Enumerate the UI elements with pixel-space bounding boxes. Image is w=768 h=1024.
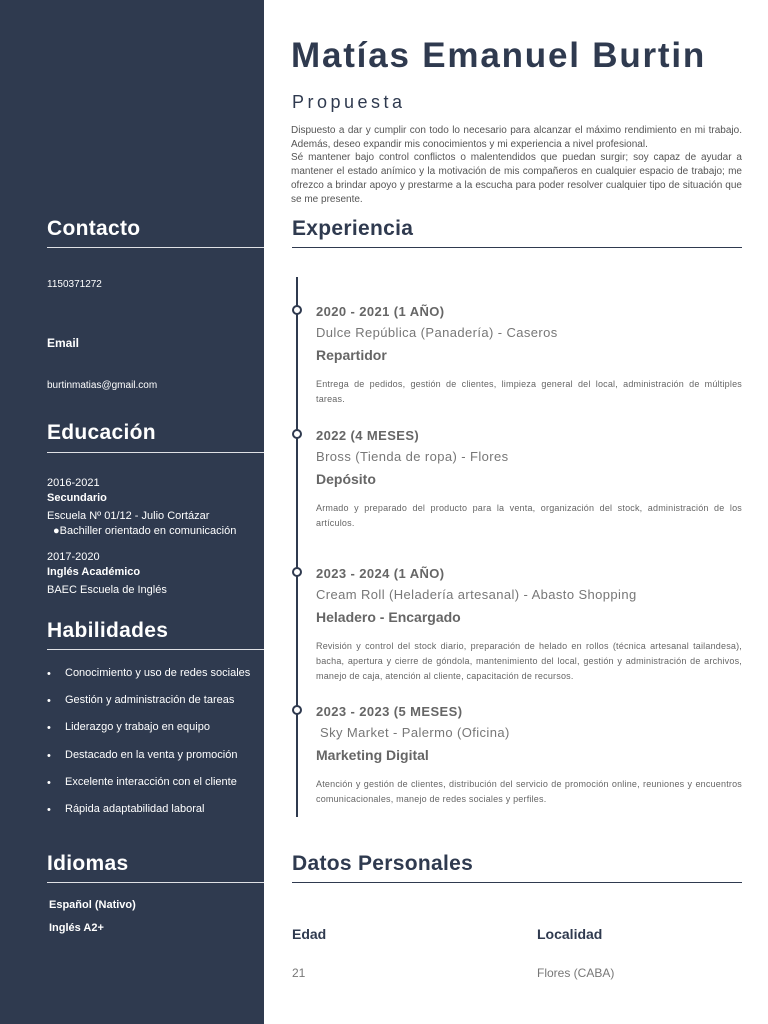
age-label: Edad bbox=[292, 926, 327, 942]
languages-heading: Idiomas bbox=[47, 852, 129, 875]
experience-date: 2023 - 2024 (1 AÑO) bbox=[316, 566, 445, 581]
experience-date: 2022 (4 MESES) bbox=[316, 428, 420, 443]
skill-item: • Excelente interacción con el cliente bbox=[47, 775, 237, 789]
location-label: Localidad bbox=[537, 926, 603, 942]
experience-role: Marketing Digital bbox=[316, 747, 429, 763]
languages-divider bbox=[47, 882, 264, 883]
education-heading: Educación bbox=[47, 421, 156, 444]
skills-heading: Habilidades bbox=[47, 619, 169, 642]
education-item bbox=[47, 476, 236, 540]
skill-item: • Rápida adaptabilidad laboral bbox=[47, 802, 205, 816]
skills-list bbox=[47, 667, 250, 830]
education-years: 2016-2021 bbox=[47, 477, 100, 489]
education-school: Escuela Nº 01/12 - Julio Cortázar bbox=[47, 509, 210, 522]
timeline-line bbox=[296, 277, 298, 817]
experience-description: Armado y preparado del producto para la venta, organización del stock, administración de los artículos. bbox=[316, 503, 742, 528]
contact-heading: Contacto bbox=[47, 217, 141, 240]
age-value: 21 bbox=[292, 966, 306, 980]
sidebar bbox=[0, 0, 264, 1024]
contact-phone: 1150371272 bbox=[47, 279, 102, 290]
education-years: 2017-2020 bbox=[47, 551, 100, 563]
page-title: Matías Emanuel Burtin bbox=[291, 36, 707, 75]
experience-role: Repartidor bbox=[316, 347, 387, 363]
personal-heading: Datos Personales bbox=[292, 852, 474, 875]
experience-item bbox=[316, 304, 742, 407]
experience-company: Dulce República (Panadería) - Caseros bbox=[316, 325, 558, 340]
experience-date: 2020 - 2021 (1 AÑO) bbox=[316, 304, 445, 319]
experience-company: Cream Roll (Heladería artesanal) - Abasto Shopping bbox=[316, 587, 637, 602]
location-value: Flores (CABA) bbox=[537, 966, 615, 980]
experience-description: Atención y gestión de clientes, distribución del servicio de promoción online, reuniones y encuentros comunicacionales, manejo de redes sociales y perfiles. bbox=[316, 779, 742, 804]
skill-item: • Conocimiento y uso de redes sociales bbox=[47, 667, 251, 680]
skill-item: • Gestión y administración de tareas bbox=[47, 694, 235, 708]
timeline-dot bbox=[292, 305, 302, 315]
bullet: • bbox=[47, 668, 51, 680]
education-title: Secundario bbox=[47, 492, 107, 505]
bullet: • bbox=[47, 722, 51, 735]
education-school: BAEC Escuela de Inglés bbox=[47, 583, 167, 596]
contact-email: burtinmatias@gmail.com bbox=[47, 380, 158, 391]
experience-divider bbox=[292, 247, 742, 248]
contact-divider bbox=[47, 247, 264, 248]
experience-description: Revisión y control del stock diario, preparación de helado en rollos (técnica artesanal tailandesa), bacha, apertura y cierre de góndola, mantenimiento del local, gestión y administración de archivos, manejo de caja, atención al cliente, capacitación de recursos. bbox=[316, 641, 742, 681]
experience-role: Depósito bbox=[316, 471, 376, 487]
skills-divider bbox=[47, 649, 264, 650]
education-item bbox=[47, 550, 167, 598]
timeline-dot bbox=[292, 429, 302, 439]
bullet: • bbox=[47, 776, 51, 789]
bullet: • bbox=[47, 803, 51, 816]
experience-role: Heladero - Encargado bbox=[316, 609, 461, 625]
skill-item: • Destacado en la venta y promoción bbox=[47, 748, 238, 762]
experience-item bbox=[316, 704, 742, 807]
personal-divider bbox=[292, 882, 742, 883]
profile-subtitle: Propuesta bbox=[292, 92, 406, 112]
profile-paragraph: Dispuesto a dar y cumplir con todo lo necesario para alcanzar el máximo rendimiento en mi trabajo. Además, deseo expandir mis conocimientos y mi experiencia a nivel profesional. bbox=[291, 125, 742, 150]
education-title: Inglés Académico bbox=[47, 566, 141, 579]
bullet: • bbox=[47, 749, 51, 762]
experience-company: Sky Market - Palermo (Oficina) bbox=[320, 725, 510, 740]
experience-item bbox=[316, 566, 742, 684]
email-label: Email bbox=[47, 336, 80, 350]
timeline-dot bbox=[292, 705, 302, 715]
experience-heading: Experiencia bbox=[292, 217, 414, 240]
experience-description: Entrega de pedidos, gestión de clientes, limpieza general del local, administración de múltiples tareas. bbox=[316, 379, 742, 404]
education-note: ●Bachiller orientado en comunicación bbox=[53, 525, 237, 538]
profile-text bbox=[291, 124, 742, 206]
timeline-dot bbox=[292, 567, 302, 577]
experience-company: Bross (Tienda de ropa) - Flores bbox=[316, 449, 509, 464]
experience-item bbox=[316, 428, 742, 531]
skill-item: • Liderazgo y trabajo en equipo bbox=[47, 721, 210, 735]
language-item: Español (Nativo) bbox=[49, 899, 136, 911]
education-divider bbox=[47, 452, 264, 453]
experience-date: 2023 - 2023 (5 MESES) bbox=[316, 704, 463, 719]
profile-paragraph: Sé mantener bajo control conflictos o malentendidos que puedan surgir; soy capaz de ayudar a mantener el estado anímico y la motivación de mis compañeros en cualquier espacio de trabajo; me ofrezco a brindar apoyo y prestarme a la escucha para poder resolver cualquier tipo de situación que se me presente. bbox=[291, 152, 742, 205]
language-item: Inglés A2+ bbox=[49, 922, 104, 934]
bullet: • bbox=[47, 695, 51, 708]
